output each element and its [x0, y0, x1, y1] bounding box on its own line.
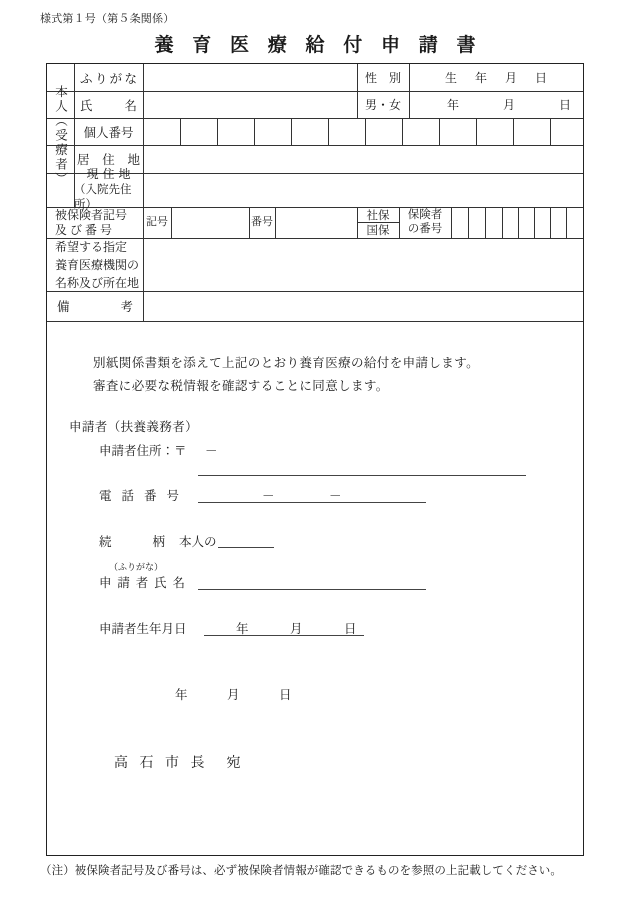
footnote: （注）被保険者記号及び番号は、必ず被保険者情報が確認できるものを参照の上記載してください。 — [40, 865, 562, 877]
row-label-remarks — [47, 291, 143, 321]
field-birthdate[interactable] — [409, 91, 583, 118]
row-label-facility-line1: 希望する指定 — [55, 239, 128, 254]
field-insurer-digit[interactable] — [502, 207, 518, 238]
field-mynumber-digit[interactable] — [180, 118, 217, 145]
field-mynumber-digit[interactable] — [439, 118, 476, 145]
field-remarks[interactable] — [143, 291, 583, 321]
field-insurance-symbol[interactable] — [171, 207, 249, 238]
rule-h-remarks-bottom — [47, 321, 583, 322]
field-current-address[interactable] — [143, 173, 583, 207]
form-number: 様式第１号（第５条関係） — [40, 13, 175, 25]
field-insurer-digit[interactable] — [485, 207, 502, 238]
field-mynumber-digit[interactable] — [143, 118, 180, 145]
field-furigana[interactable] — [143, 64, 357, 91]
applicant-address-label: 申請者住所：〒 — [99, 444, 187, 458]
applicant-relation-prefix: 本人の — [179, 535, 217, 549]
field-mynumber-digit[interactable] — [291, 118, 328, 145]
row-label-furigana — [74, 64, 143, 91]
field-insurer-digit[interactable] — [468, 207, 485, 238]
row-label-residence-text: 居住地 — [77, 153, 140, 167]
value-gender-text: 男・女 — [364, 98, 401, 112]
applicant-heading: 申請者（扶養義務者） — [69, 420, 199, 434]
row-label-furigana-text: ふりがな — [80, 71, 137, 86]
applicant-relation-rule[interactable] — [218, 547, 274, 548]
applicant-name-rule[interactable] — [198, 589, 426, 590]
applicant-birth-label: 申請者生年月日 — [99, 622, 187, 636]
field-mynumber-digit[interactable] — [513, 118, 550, 145]
field-insurer-digit[interactable] — [566, 207, 583, 238]
applicant-relation-label — [99, 532, 165, 550]
applicant-name-label — [99, 573, 185, 591]
row-label-current-address-text: 現住地 — [86, 167, 135, 182]
applicant-phone-rule[interactable] — [198, 502, 426, 503]
field-mynumber-digit[interactable] — [476, 118, 513, 145]
header-gender — [357, 64, 409, 91]
row-label-current-address-sub: （入院先住所） — [74, 183, 132, 212]
field-insurance-number[interactable] — [275, 207, 357, 238]
applicant-name-label-text: 申請者氏名 — [99, 576, 185, 590]
row-label-remarks-text: 備 考 — [57, 300, 133, 314]
applicant-birth-year-label: 年 — [236, 622, 249, 636]
row-label-current-address — [74, 167, 143, 212]
applicant-birth-day-label: 日 — [344, 622, 357, 636]
applicant-address-rule[interactable] — [198, 475, 526, 476]
option-shaho-text: 社保 — [366, 209, 390, 222]
option-shaho[interactable] — [357, 207, 399, 222]
row-label-name — [74, 91, 143, 118]
statement-line-1: 別紙関係書類を添えて上記のとおり養育医療の給付を申請します。 — [93, 356, 480, 370]
birthdate-day-label: 日 — [559, 98, 572, 112]
field-mynumber-digit[interactable] — [217, 118, 254, 145]
row-label-insured-line2: 及び番号 — [55, 222, 116, 237]
field-mynumber-digit[interactable] — [254, 118, 291, 145]
subject-vertical-label: 本人（受療者） — [53, 84, 68, 187]
header-birthdate-text: 生 年 月 日 — [444, 71, 550, 85]
applicant-postal-dash: － — [205, 444, 218, 458]
row-label-insured-number — [47, 207, 143, 238]
field-mynumber-digit[interactable] — [328, 118, 365, 145]
field-name[interactable] — [143, 91, 357, 118]
row-label-name-text: 氏 名 — [80, 98, 137, 113]
field-residence[interactable] — [143, 145, 583, 173]
row-label-facility-line3: 名称及び所在地 — [55, 275, 140, 290]
row-label-facility-line2: 養育医療機関の — [55, 257, 140, 272]
header-gender-text: 性 別 — [364, 71, 401, 85]
field-facility[interactable] — [143, 238, 583, 291]
applicant-name-furigana-label: （ふりがな） — [109, 562, 164, 572]
label-insurance-symbol-text: 記号 — [146, 216, 168, 229]
submission-date-day-label: 日 — [279, 688, 292, 702]
field-insurer-digit[interactable] — [534, 207, 550, 238]
option-kokuho[interactable] — [357, 222, 399, 238]
value-gender — [357, 91, 409, 118]
birthdate-year-label: 年 — [447, 98, 460, 112]
row-label-mynumber-text: 個人番号 — [83, 125, 134, 140]
submission-date-month-label: 月 — [227, 688, 240, 702]
addressee: 高 石 市 長 宛 — [114, 756, 245, 771]
label-insurance-number-text: 番号 — [251, 216, 273, 229]
field-mynumber-digit[interactable] — [402, 118, 439, 145]
row-label-mynumber — [74, 118, 143, 145]
form-table — [46, 63, 584, 856]
label-insurer-number-line1: 保険者 — [407, 208, 443, 221]
applicant-relation-label-text: 続 柄 — [99, 535, 165, 549]
applicant-phone-label — [99, 486, 179, 504]
page-title: 養 育 医 療 給 付 申 請 書 — [154, 35, 483, 56]
label-insurance-symbol — [143, 207, 171, 238]
field-insurer-digit[interactable] — [451, 207, 468, 238]
option-kokuho-text: 国保 — [366, 225, 390, 237]
label-insurer-number-line2: の番号 — [407, 222, 443, 235]
field-mynumber-digit[interactable] — [550, 118, 583, 145]
applicant-phone-dash-1: － — [262, 489, 275, 503]
applicant-phone-dash-2: － — [329, 489, 342, 503]
row-label-insured-line1: 被保険者記号 — [55, 207, 128, 222]
applicant-birth-month-label: 月 — [290, 622, 303, 636]
label-insurance-number — [249, 207, 275, 238]
statement-line-2: 審査に必要な税情報を確認することに同意します。 — [93, 379, 389, 393]
field-mynumber-digit[interactable] — [365, 118, 402, 145]
field-insurer-digit[interactable] — [550, 207, 566, 238]
birthdate-month-label: 月 — [503, 98, 516, 112]
submission-date-year-label: 年 — [175, 688, 188, 702]
field-insurer-digit[interactable] — [518, 207, 534, 238]
applicant-phone-label-text: 電話番号 — [99, 489, 179, 503]
label-insurer-number — [399, 207, 451, 238]
applicant-birth-rule[interactable] — [204, 635, 364, 636]
row-label-facility — [47, 238, 143, 291]
header-birthdate — [409, 64, 583, 91]
